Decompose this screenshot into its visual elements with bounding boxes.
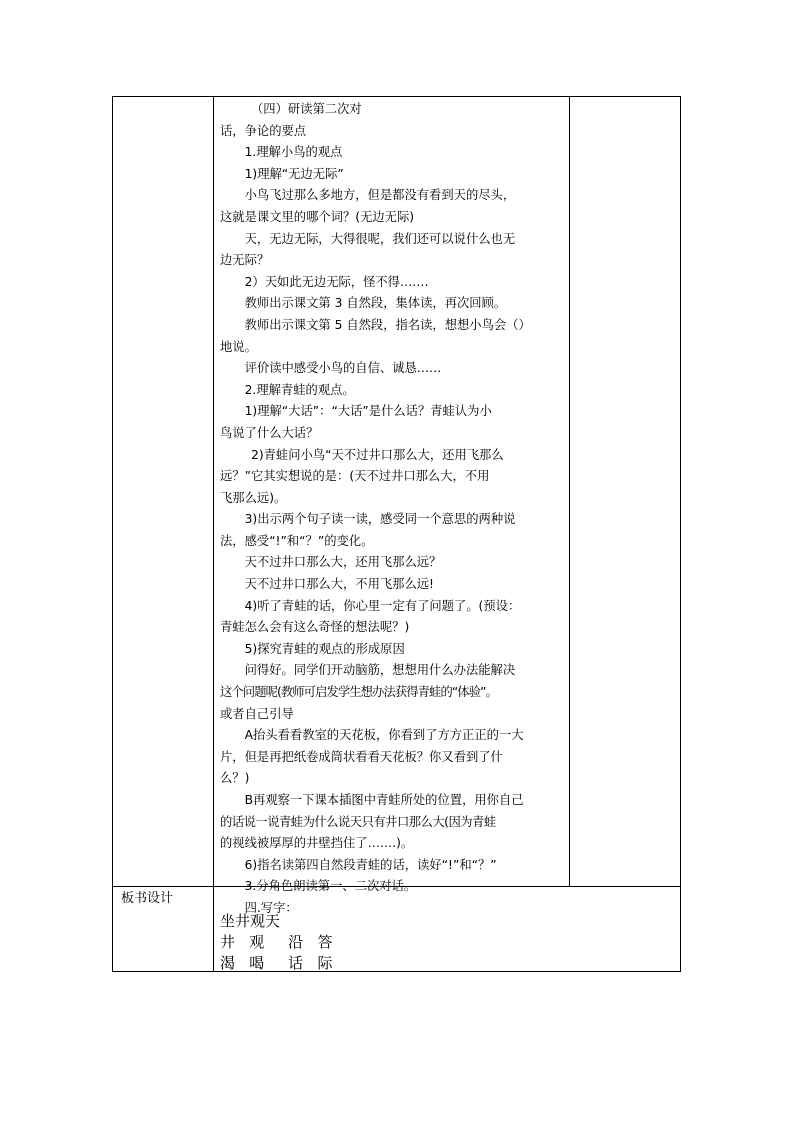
board-row: 渴 喝 话 际 xyxy=(220,954,333,972)
text-line: 的话说一说青蛙为什么说天只有井口那么大(因为青蛙 xyxy=(220,814,496,829)
text-line: 教师出示课文第 5 自然段，指名读，想想小鸟会（） xyxy=(244,317,531,332)
board-title: 坐井观天 xyxy=(220,912,281,930)
text-line: 或者自己引导 xyxy=(220,706,294,721)
column-divider-board xyxy=(213,886,214,971)
text-line: 6)指名读第四自然段青蛙的话，读好“!”和“？” xyxy=(244,857,497,872)
text-line: 问得好。同学们开动脑筋，想想用什么办法能解决 xyxy=(244,663,516,678)
text-line: 评价读中感受小鸟的自信、诚恳…… xyxy=(244,361,442,376)
column-divider-right xyxy=(569,97,570,886)
text-line: 2）天如此无边无际，怪不得……. xyxy=(244,274,429,289)
text-line: 四.写字： xyxy=(244,900,298,915)
text-line: 1)理解“大话”：“大话”是什么话？青蛙认为小 xyxy=(244,404,492,419)
text-line: 法，感受“!”和“？”的变化。 xyxy=(220,533,374,548)
text-line: 这就是课文里的哪个词？(无边无际) xyxy=(220,209,415,224)
text-line: 天不过井口那么大，还用飞那么远？ xyxy=(244,555,442,570)
text-line: 这个问题呢(教师可启发学生想办法获得青蛙的“体验”。 xyxy=(220,685,497,700)
board-row: 井 观 沿 答 xyxy=(220,933,333,951)
text-line: 3.分角色朗读第一、二次对话。 xyxy=(244,879,417,894)
text-line: 小鸟飞过那么多地方，但是都没有看到天的尽头， xyxy=(244,188,516,203)
text-line: 天不过井口那么大，不用飞那么远! xyxy=(244,577,434,592)
text-line: （四）研读第二次对 xyxy=(251,102,362,116)
text-line: 鸟说了什么大话？ xyxy=(220,425,319,440)
text-line: 地说。 xyxy=(220,339,257,354)
text-line: A抬头看看教室的天花板，你看到了方方正正的一大 xyxy=(244,728,524,743)
text-line: 的视线被厚厚的井壁挡住了…….)。 xyxy=(220,836,414,851)
text-line: B再观察一下课本插图中青蛙所处的位置，用你自己 xyxy=(244,793,524,807)
text-line: 2.理解青蛙的观点。 xyxy=(244,382,355,397)
text-line: 飞那么远)。 xyxy=(220,490,287,505)
text-line: 3)出示两个句子读一读，感受同一个意思的两种说 xyxy=(244,512,516,527)
board-design-label: 板书设计 xyxy=(121,891,174,906)
text-line: 1)理解“无边无际” xyxy=(244,166,344,181)
text-line: 话，争论的要点 xyxy=(220,123,307,138)
text-line: 么？) xyxy=(220,771,250,786)
board-design-cell xyxy=(220,911,332,974)
text-line: 片，但是再把纸卷成筒状看看天花板？你又看到了什 xyxy=(220,749,503,764)
text-line: 5)探究青蛙的观点的形成原因 xyxy=(244,641,405,656)
text-line: 2)青蛙问小鸟“天不过井口那么大，还用飞那么 xyxy=(251,447,504,462)
text-line: 远？”它其实想说的是：(天不过井口那么大，不用 xyxy=(220,469,490,484)
text-line: 天，无边无际，大得很呢，我们还可以说什么也无 xyxy=(244,231,516,246)
text-line: 1.理解小鸟的观点 xyxy=(244,145,343,160)
text-line: 青蛙怎么会有这么奇怪的想法呢？) xyxy=(220,620,410,635)
teaching-process-cell xyxy=(220,99,568,920)
text-line: 4)听了青蛙的话，你心里一定有了问题了。(预设： xyxy=(244,598,521,613)
text-line: 边无际？ xyxy=(220,253,270,268)
text-line: 教师出示课文第 3 自然段，集体读，再次回顾。 xyxy=(244,296,507,311)
lesson-plan-table xyxy=(112,96,681,972)
column-divider-left xyxy=(213,97,214,886)
